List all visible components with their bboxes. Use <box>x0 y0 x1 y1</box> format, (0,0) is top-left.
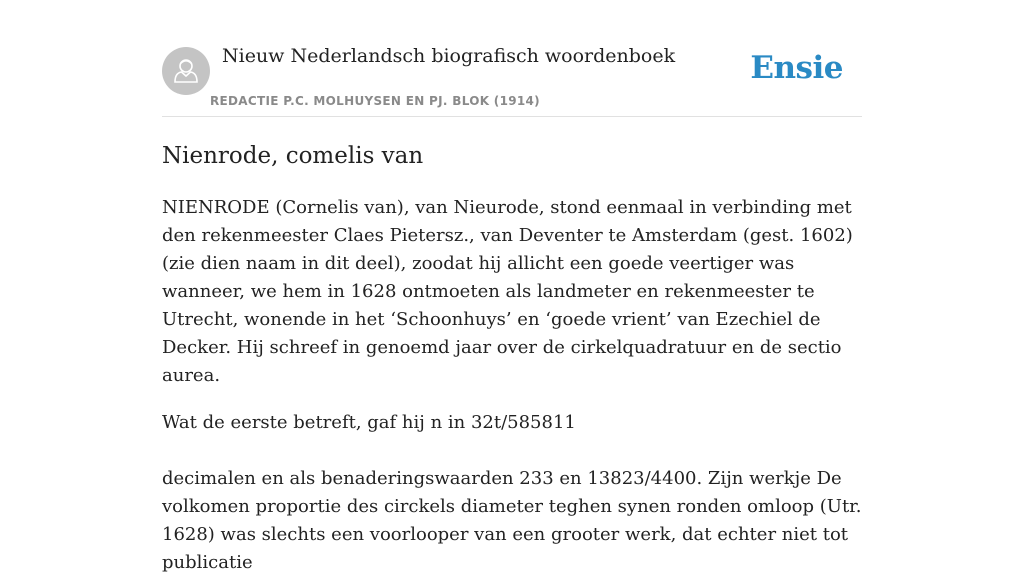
source-title[interactable]: Nieuw Nederlandsch biografisch woordenboek <box>222 45 676 67</box>
article-paragraph: NIENRODE (Cornelis van), van Nieurode, stond eenmaal in verbinding met den rekenmeester Claes Pietersz., van Deventer te Amsterdam (gest. 1602) (zie dien naam in dit deel), zoodat hij allicht een goede veertiger was wanneer, we hem in 1628 ontmoeten als landmeter en rekenmeester te Utrecht, wonende in het ‘Schoonhuys’ en ‘goede vrient’ van Ezechiel de Decker. Hij schreef in genoemd jaar over de cirkelquadratuur en de sectio aurea. <box>162 197 853 386</box>
user-silhouette-icon[interactable] <box>162 47 210 95</box>
article-title: Nienrode, comelis van <box>162 143 424 169</box>
article-page <box>162 0 862 577</box>
source-editor: REDACTIE P.C. MOLHUYSEN EN PJ. BLOK (1914) <box>210 94 540 108</box>
article-paragraph: Wat de eerste betreft, gaf hij n in 32t/585811 <box>162 412 576 433</box>
brand-logo[interactable]: Ensie <box>750 50 843 86</box>
article-header <box>162 0 862 117</box>
article-paragraph: decimalen en als benaderingswaarden 233 en 13823/4400. Zijn werkje De volkomen proportie des circkels diameter teghen synen ronden omloop (Utr. 1628) was slechts een voorlooper van een grooter werk, dat echter niet tot publicatie <box>162 468 862 573</box>
